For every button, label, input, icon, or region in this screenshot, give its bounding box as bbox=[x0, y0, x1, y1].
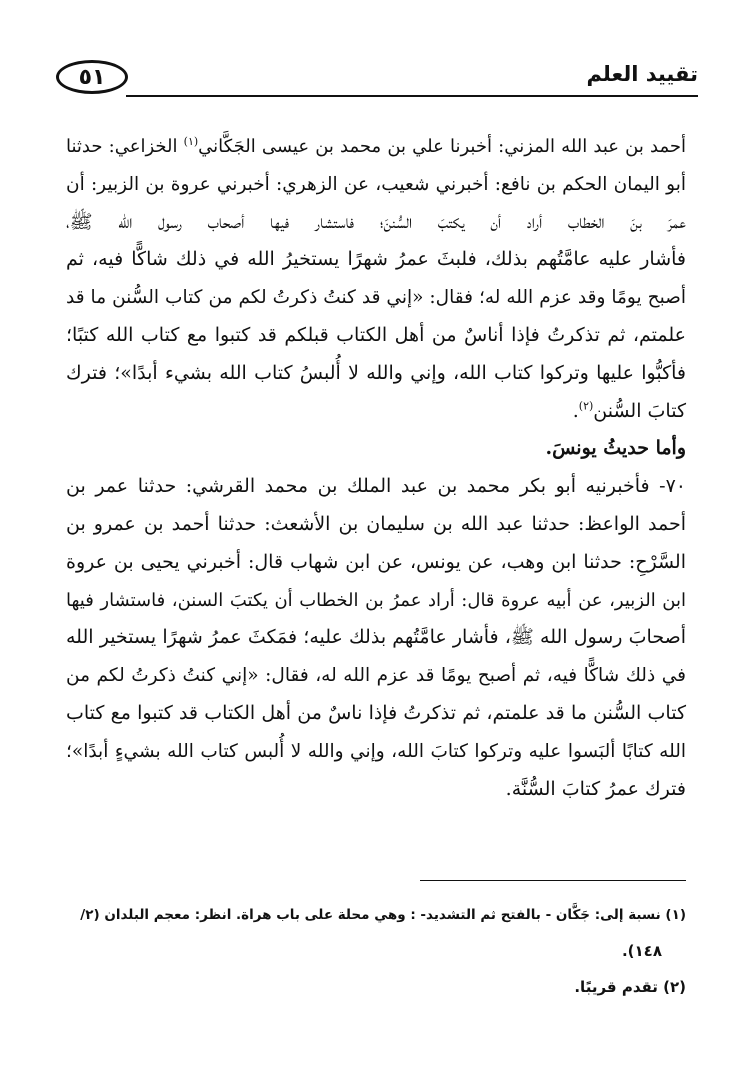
page-number-badge: ٥١ bbox=[56, 60, 128, 94]
text-line: أبو اليمان الحكم بن نافع: أخبرني شعيب، عن الزهري: أخبرني عروة بن الزبير: أن bbox=[66, 173, 686, 195]
footnote-separator bbox=[420, 880, 686, 881]
footnotes bbox=[66, 897, 686, 1005]
text-line: أحمد الواعظ: حدثنا عبد الله بن سليمان بن الأشعث: حدثنا أحمد بن عمرو بن bbox=[66, 512, 686, 535]
footnote-2: (٢) تقدم قريبًا. bbox=[574, 978, 686, 996]
text-line: عمرَ بنَ الخطاب أراد أن يكتبَ السُّننَ؛ فاستشار فيها أصحاب رسول الله ﷺ، bbox=[66, 210, 686, 233]
text-line: أحمد بن عبد الله المزني: أخبرنا علي بن محمد بن عيسى الجَكَّاني$^{(١)}$ الخزاعي: حدثنا bbox=[66, 135, 687, 157]
text-line: علمتم، ثم تذكرتُ فإذا أناسٌ من أهل الكتاب قبلكم قد كتبوا مع كتاب الله كتبًا؛ bbox=[66, 323, 686, 346]
footnote-1-continued: ١٤٨). bbox=[621, 942, 662, 960]
text-line: كتاب السُّنن ما قد علمتم، ثم تذكرتُ فإذا ناسٌ من أهل الكتاب قد كتبوا مع كتاب bbox=[66, 701, 686, 724]
header-rule bbox=[126, 95, 698, 97]
running-title: تقييد العلم bbox=[586, 62, 698, 86]
text-line: كتابَ السُّنن$^{(٢)}$. bbox=[572, 399, 686, 422]
text-line: في ذلك شاكًّا فيه، ثم أصبح يومًا قد عزم الله له، فقال: «إني كنتُ ذكرتُ لكم من bbox=[66, 665, 686, 687]
footnote-1: (١) نسبة إلى: جَكَّان - بالفتح ثم التشديد- : وهي محلة على باب هراة. انظر: معجم البلدان (٢/ bbox=[80, 907, 686, 923]
text-line: أصحابَ رسول الله ﷺ، فأشار عامَّتُهم بذلك عليه؛ فمَكثَ عمرُ شهرًا يستخير الله bbox=[66, 626, 686, 649]
text-line: السَّرْحِ: حدثنا ابن وهب، عن يونس، عن ابن شهاب قال: أخبرني يحيى بن عروة bbox=[66, 550, 686, 573]
text-line: ابن الزبير، عن أبيه عروة قال: أراد عمرُ بن الخطاب أن يكتبَ السنن، فاستشار فيها bbox=[66, 589, 686, 611]
text-line: أصبح يومًا وقد عزم الله له؛ فقال: «إني قد كنتُ ذكرتُ لكم من كتاب السُّنن ما قد bbox=[66, 287, 686, 309]
footnote-ref: (٢) bbox=[578, 399, 594, 413]
text-line: ٧٠- فأخبرنيه أبو بكر محمد بن عبد الملك بن محمد القرشي: حدثنا عمر بن bbox=[66, 475, 686, 498]
footnote-ref: (١) bbox=[183, 135, 199, 148]
main-text bbox=[66, 128, 686, 808]
text-line: الله كتابًا ألبَسوا عليه وتركوا كتابَ الله، وإني والله لا أُلبس كتاب الله بشيءٍ أبدًا»؛ bbox=[66, 740, 686, 762]
section-heading: وأما حديثُ يونسَ. bbox=[545, 437, 686, 460]
text-line: فأكبُّوا عليها وتركوا كتاب الله، وإني والله لا أُلبسُ كتاب الله بشيء أبدًا»؛ فترك bbox=[66, 361, 686, 384]
text-line: فترك عمرُ كتابَ السُّنَّة. bbox=[505, 777, 686, 800]
text-line: فأشار عليه عامَّتُهم بذلك، فلبثَ عمرُ شهرًا يستخيرُ الله في ذلك شاكًّا فيه، ثم bbox=[66, 248, 686, 271]
page-header bbox=[56, 58, 698, 100]
